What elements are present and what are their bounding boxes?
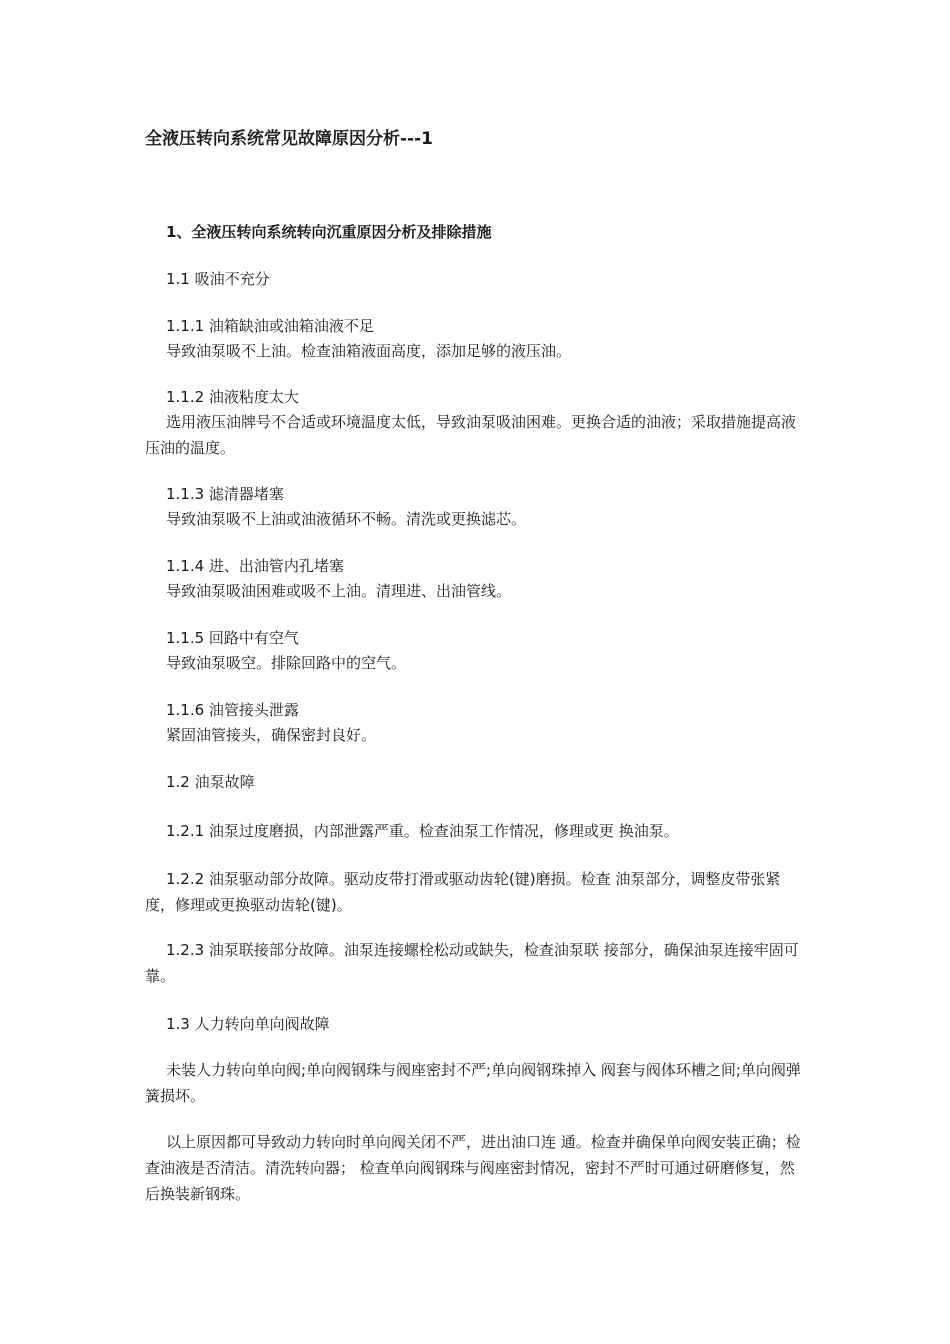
paragraph-1-2-3: 1.2.3 油泵联接部分故障。油泵连接螺栓松动或缺失，检查油泵联 接部分，确保油泵连接牢固可靠。 (145, 941, 799, 985)
heading-1-1: 1.1 吸油不充分 (166, 270, 270, 288)
paragraph-1-1-6: 紧固油管接头，确保密封良好。 (166, 726, 377, 744)
heading-1-1-5: 1.1.5 回路中有空气 (166, 629, 299, 647)
heading-1-3: 1.3 人力转向单向阀故障 (166, 1015, 330, 1033)
document-title: 全液压转向系统常见故障原因分析---1 (145, 129, 433, 149)
heading-1-1-4: 1.1.4 进、出油管内孔堵塞 (166, 557, 344, 575)
paragraph-1-1-1: 导致油泵吸不上油。检查油箱液面高度，添加足够的液压油。 (166, 342, 572, 360)
paragraph-1-1-4: 导致油泵吸油困难或吸不上油。清理进、出油管线。 (166, 582, 512, 600)
heading-1-1-1: 1.1.1 油箱缺油或油箱油液不足 (166, 317, 374, 335)
section-heading-1: 1、全液压转向系统转向沉重原因分析及排除措施 (166, 223, 492, 241)
paragraph-1-3-a: 未装人力转向单向阀;单向阀钢珠与阀座密封不严;单向阀钢珠掉入 阀套与阀体环槽之间;单向阀弹簧损坏。 (145, 1061, 801, 1105)
paragraph-1-2-2: 1.2.2 油泵驱动部分故障。驱动皮带打滑或驱动齿轮(键)磨损。检查 油泵部分，调整皮带张紧度，修理或更换驱动齿轮(键)。 (145, 870, 781, 914)
heading-1-2: 1.2 油泵故障 (166, 773, 255, 791)
paragraph-1-1-2: 选用液压油牌号不合适或环境温度太低，导致油泵吸油困难。更换合适的油液；采取措施提高液压油的温度。 (145, 413, 797, 457)
heading-1-1-6: 1.1.6 油管接头泄露 (166, 701, 299, 719)
paragraph-1-2-1: 1.2.1 油泵过度磨损，内部泄露严重。检查油泵工作情况，修理或更 换油泵。 (166, 822, 679, 840)
heading-1-1-2: 1.1.2 油液粘度太大 (166, 388, 299, 406)
paragraph-1-1-3: 导致油泵吸不上油或油液循环不畅。清洗或更换滤芯。 (166, 510, 527, 528)
paragraph-1-3-b: 以上原因都可导致动力转向时单向阀关闭不严，进出油口连 通。检查并确保单向阀安装正确；检查油液是否清洁。清洗转向器； 检查单向阀钢珠与阀座密封情况，密封不严时可通过研磨修复，然 后换装新钢珠。 (145, 1133, 801, 1203)
heading-1-1-3: 1.1.3 滤清器堵塞 (166, 485, 284, 503)
paragraph-1-1-5: 导致油泵吸空。排除回路中的空气。 (166, 654, 407, 672)
